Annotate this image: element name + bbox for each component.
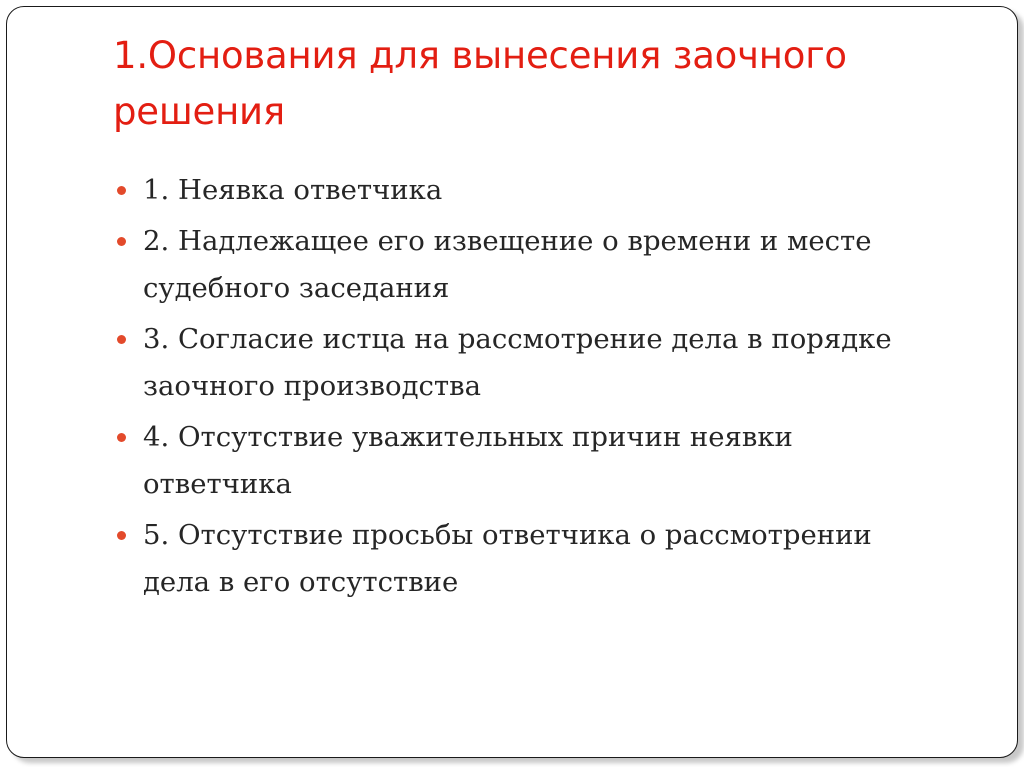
bullet-dot-icon xyxy=(117,531,126,540)
bullet-dot-icon xyxy=(117,237,126,246)
bullet-list xyxy=(110,167,910,610)
bullet-dot-icon xyxy=(117,335,126,344)
slide-title: 1.Основания для вынесения заочного решения xyxy=(113,34,847,133)
list-item xyxy=(110,167,910,214)
list-item xyxy=(110,316,910,410)
list-item-text: 4. Отсутствие уважительных причин неявки ответчика xyxy=(143,421,793,500)
list-item-text: 2. Надлежащее его извещение о времени и месте судебного заседания xyxy=(143,225,872,304)
list-item xyxy=(110,414,910,508)
list-item-text: 1. Неявка ответчика xyxy=(143,174,443,206)
list-item-text: 3. Согласие истца на рассмотрение дела в порядке заочного производства xyxy=(143,323,892,402)
bullet-dot-icon xyxy=(117,433,126,442)
list-item xyxy=(110,218,910,312)
bullet-dot-icon xyxy=(117,186,126,195)
list-item xyxy=(110,512,910,606)
list-item-text: 5. Отсутствие просьбы ответчика о рассмотрении дела в его отсутствие xyxy=(143,519,872,598)
